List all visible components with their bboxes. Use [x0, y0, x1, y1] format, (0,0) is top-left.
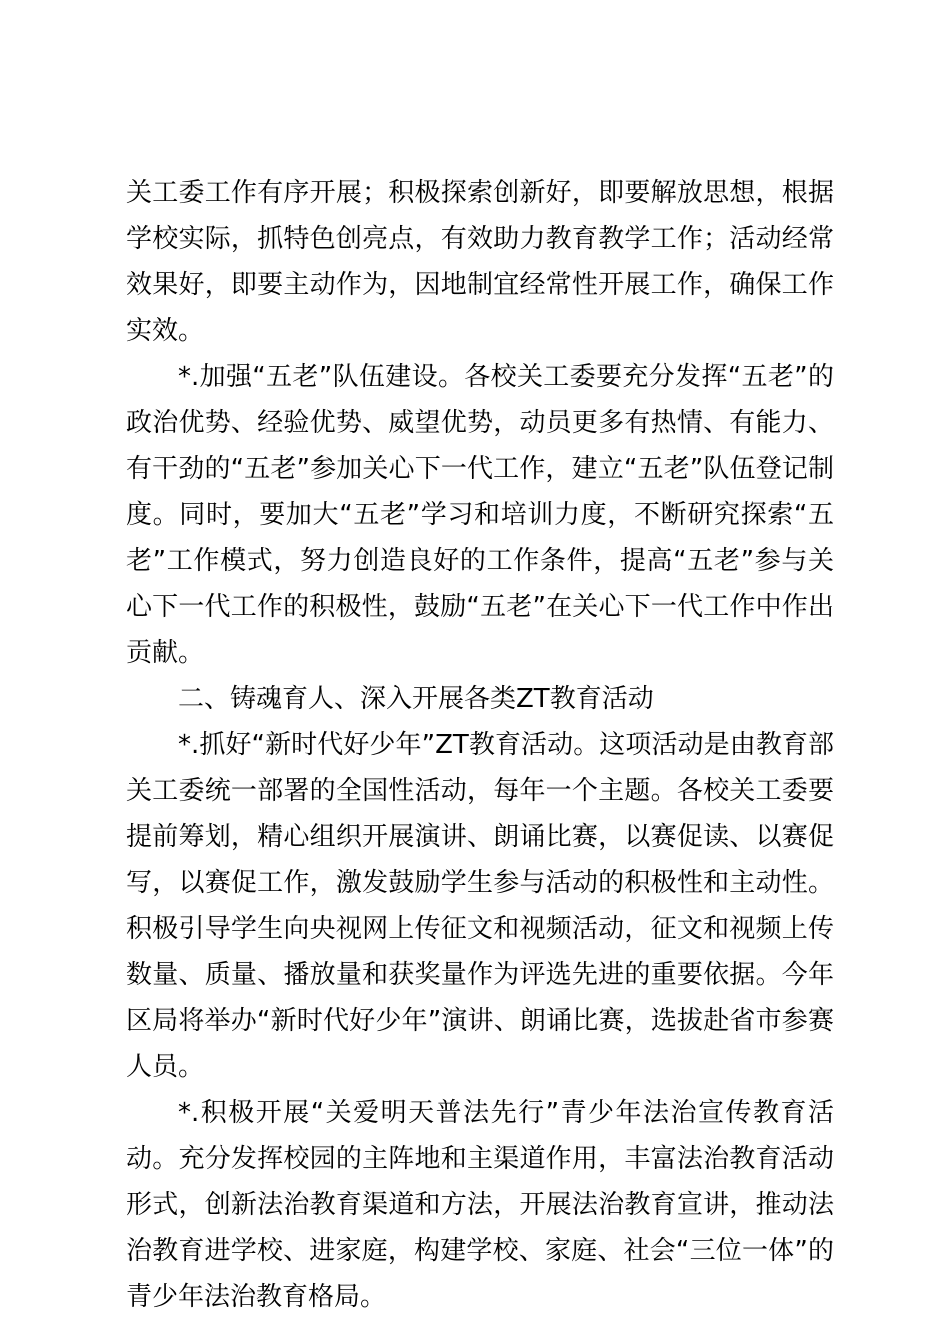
- paragraph-good-youth: *.抓好“新时代好少年”ZT教育活动。这项活动是由教育部关工委统一部署的全国性活动，每年一个主题。各校关工委要提前筹划，精心组织开展演讲、朗诵比赛，以赛促读、以赛促写，以赛促工作，激发鼓励学生参与活动的积极性和主动性。积极引导学生向央视网上传征文和视频活动，征文和视频上传数量、质量、播放量和获奖量作为评选先进的重要依据。今年区局将举办“新时代好少年”演讲、朗诵比赛，选拔赴省市参赛人员。: [126, 730, 834, 1082]
- document-body: [126, 170, 834, 1320]
- paragraph-wulao-team: *.加强“五老”队伍建设。各校关工委要充分发挥“五老”的政治优势、经验优势、威望优势，动员更多有热情、有能力、有干劲的“五老”参加关心下一代工作，建立“五老”队伍登记制度。同时，要加大“五老”学习和培训力度，不断研究探索“五老”工作模式，努力创造良好的工作条件，提高“五老”参与关心下一代工作的积极性，鼓励“五老”在关心下一代工作中作出贡献。: [126, 362, 834, 668]
- paragraph-legal-education: *.积极开展“关爱明天普法先行”青少年法治宣传教育活动。充分发挥校园的主阵地和主渠道作用，丰富法治教育活动形式，创新法治教育渠道和方法，开展法治教育宣讲，推动法治教育进学校、进家庭，构建学校、家庭、社会“三位一体”的青少年法治教育格局。: [126, 1098, 834, 1312]
- paragraph-continuation: 关工委工作有序开展；积极探索创新好，即要解放思想，根据学校实际，抓特色创亮点，有效助力教育教学工作；活动经常效果好，即要主动作为，因地制宜经常性开展工作，确保工作实效。: [126, 178, 834, 346]
- section-heading-two: 二、铸魂育人、深入开展各类ZT教育活动: [178, 684, 654, 714]
